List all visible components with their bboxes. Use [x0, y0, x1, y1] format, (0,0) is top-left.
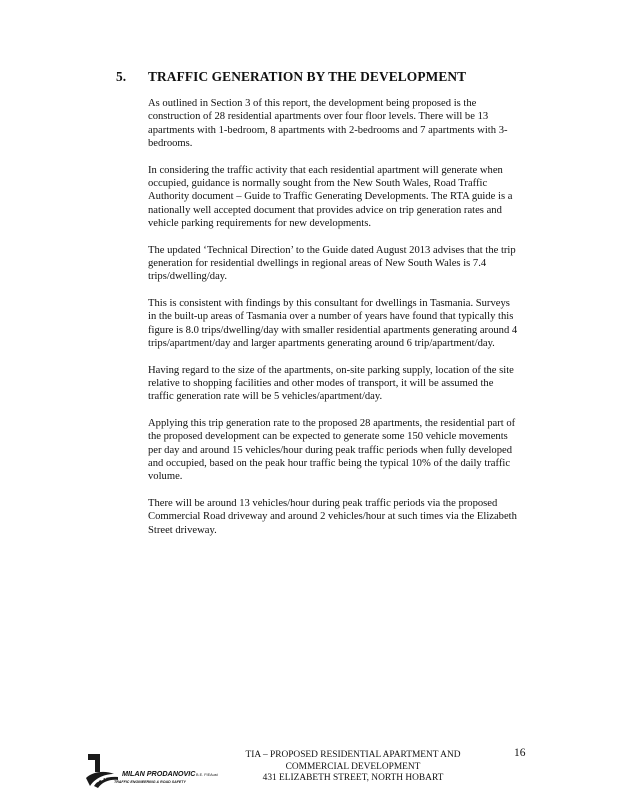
footer-line-2: COMMERCIAL DEVELOPMENT: [285, 761, 421, 772]
paragraph-6: Applying this trip generation rate to the proposed 28 apartments, the residential part of the proposed development can be expected to generate some 150 vehicle movements per day and around 15 vehicles/hour during peak traffic periods when fully developed and occupied, based on the peak hour traffic being the typical 10% of the daily traffic volume.: [148, 418, 516, 483]
company-logo: [84, 752, 224, 792]
section-title: TRAFFIC GENERATION BY THE DEVELOPMENT: [148, 69, 467, 84]
body-text: [148, 97, 518, 551]
paragraph-3: The updated ‘Technical Direction’ to the Guide dated August 2013 advises that the trip generation for residential dwellings in regional areas of New South Wales is 7.4 trips/dwelling/day.: [148, 244, 516, 283]
footer-line-3: 431 ELIZABETH STREET, NORTH HOBART: [262, 773, 444, 784]
page-number: 16: [514, 747, 526, 759]
paragraph-2: In considering the traffic activity that each residential apartment will generate when occupied, guidance is normally sought from the New South Wales, Road Traffic Authority document – Guide to Traffic Generating Developments. The RTA guide is a nationally well accepted document that provides advice on trip generation rates and vehicle parking requirements for new developments.: [148, 164, 513, 229]
paragraph-7: There will be around 13 vehicles/hour during peak traffic periods via the proposed Commercial Road driveway and around 2 vehicles/hour at such times via the Elizabeth Street driveway.: [148, 498, 517, 536]
section-number: 5.: [116, 69, 127, 84]
logo-postnominal: B.E. FIEAust: [196, 773, 218, 777]
footer-text: [218, 750, 488, 785]
logo-tagline: TRAFFIC ENGINEERING & ROAD SAFETY: [114, 780, 186, 784]
paragraph-5: Having regard to the size of the apartments, on-site parking supply, location of the site relative to shopping facilities and other modes of transport, it will be assumed the traffic generation rate will be 5 vehicles/apartment/day.: [148, 364, 514, 403]
footer-line-1: TIA – PROPOSED RESIDENTIAL APARTMENT AND: [245, 750, 461, 760]
section-heading: [116, 69, 466, 85]
paragraph-1: As outlined in Section 3 of this report, the development being proposed is the construction of 28 residential apartments over four floor levels. There will be 13 apartments with 1-bedroom, 8 apartments with 2-bedrooms and 7 apartments with 3- bedrooms.: [148, 98, 508, 149]
paragraph-4: This is consistent with findings by this consultant for dwellings in Tasmania. Surveys in the built-up areas of Tasmania over a number of years have found that typically this figure is 8.0 trips/dwelling/day with smaller residential apartments generating around 4 trips/apartment/day and larger apartments generating around 6 trip/apartment/day.: [148, 298, 518, 349]
logo-name: MILAN PRODANOVIC: [122, 769, 196, 778]
